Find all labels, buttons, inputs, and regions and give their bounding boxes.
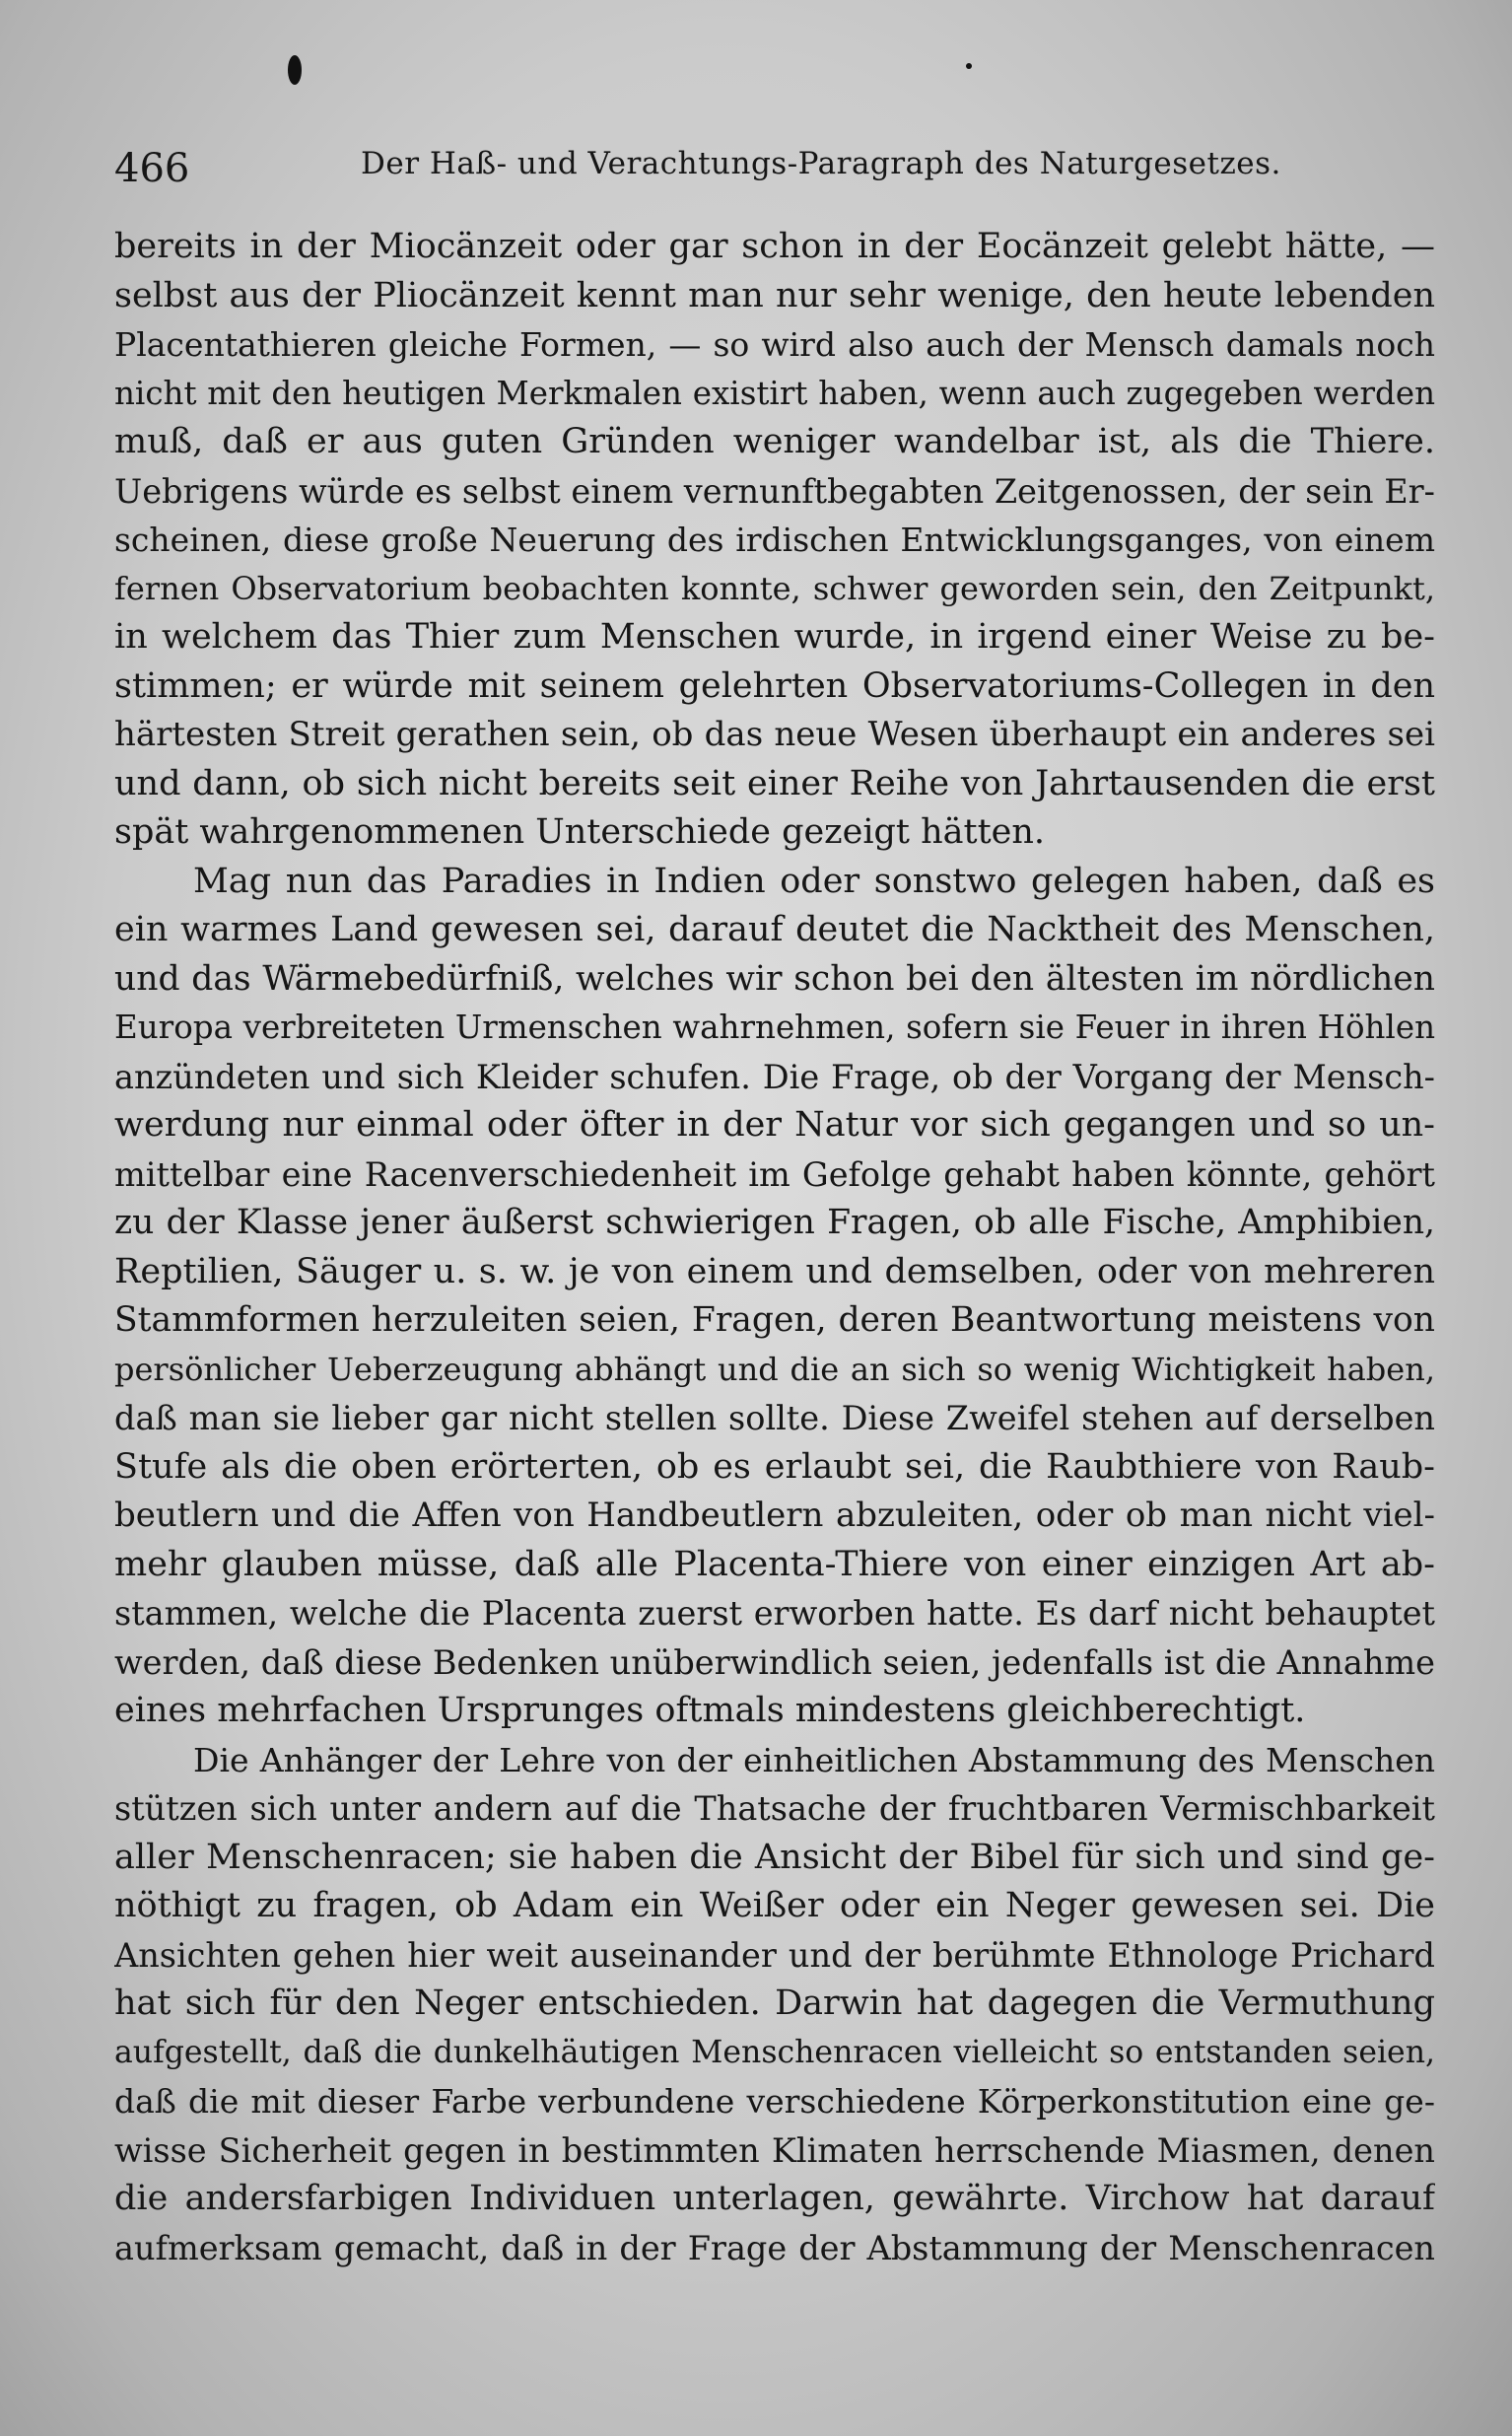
text-line: daß die mit dieser Farbe verbundene verschiedene Körperkonstitution eine ge- <box>114 2082 1435 2121</box>
text-line: stammen, welche die Placenta zuerst erworben hatte. Es darf nicht behauptet <box>114 1594 1435 1633</box>
text-line: Reptilien, Säuger u. s. w. je von einem und demselben, oder von mehreren <box>114 1251 1435 1291</box>
text-line: persönlicher Ueberzeugung abhängt und die an sich so wenig Wichtigkeit haben, <box>114 1350 1435 1388</box>
text-line: Uebrigens würde es selbst einem vernunftbegabten Zeitgenossen, der sein Er- <box>114 471 1435 511</box>
text-line: ein warmes Land gewesen sei, darauf deutet die Nacktheit des Menschen, <box>114 910 1435 949</box>
ink-speck <box>288 55 302 85</box>
text-line: mehr glauben müsse, daß alle Placenta-Thiere von einer einzigen Art ab- <box>114 1544 1435 1584</box>
text-line: werdung nur einmal oder öfter in der Natur vor sich gegangen und so un- <box>114 1105 1435 1145</box>
ink-speck-small <box>966 63 972 69</box>
paragraph-start-line: Die Anhänger der Lehre von der einheitlichen Abstammung des Menschen <box>193 1740 1435 1779</box>
text-line: stimmen; er würde mit seinem gelehrten Observatoriums-Collegen in den <box>114 665 1435 706</box>
text-line: Stammformen herzuleiten seien, Fragen, deren Beantwortung meistens von <box>114 1300 1435 1340</box>
text-line: mittelbar eine Racenverschiedenheit im Gefolge gehabt haben könnte, gehört <box>114 1154 1435 1194</box>
text-line: daß man sie lieber gar nicht stellen sollte. Diese Zweifel stehen auf derselben <box>114 1399 1435 1437</box>
text-line: und dann, ob sich nicht bereits seit einer Reihe von Jahrtausenden die erst <box>114 763 1435 803</box>
text-line: eines mehrfachen Ursprunges oftmals mindestens gleichberechtigt. <box>114 1691 1306 1730</box>
text-line: selbst aus der Pliocänzeit kennt man nur sehr wenige, den heute lebenden <box>114 275 1435 315</box>
body-text <box>114 223 1435 2272</box>
text-line: und das Wärmebedürfniß, welches wir schon bei den ältesten im nördlichen <box>114 958 1435 999</box>
text-line: scheinen, diese große Neuerung des irdischen Entwicklungsganges, von einem <box>114 521 1435 559</box>
running-head <box>114 138 1435 197</box>
text-line: spät wahrgenommenen Unterschiede gezeigt hätten. <box>114 812 1046 852</box>
page-number: 466 <box>114 146 190 191</box>
text-line: Placentathieren gleiche Formen, — so wird also auch der Mensch damals noch <box>114 325 1435 364</box>
text-line: beutlern und die Affen von Handbeutlern abzuleiten, oder ob man nicht viel- <box>114 1496 1435 1535</box>
text-line: anzündeten und sich Kleider schufen. Die Frage, ob der Vorgang der Mensch- <box>114 1057 1435 1096</box>
text-line: werden, daß diese Bedenken unüberwindlich seien, jedenfalls ist die Annahme <box>114 1642 1435 1682</box>
text-line: in welchem das Thier zum Menschen wurde, in irgend einer Weise zu be- <box>114 617 1435 657</box>
text-line: wisse Sicherheit gegen in bestimmten Klimaten herrschende Miasmen, denen <box>114 2130 1435 2170</box>
text-line: Ansichten gehen hier weit auseinander und der berühmte Ethnologe Prichard <box>114 1935 1435 1975</box>
text-line: aller Menschenracen; sie haben die Ansicht der Bibel für sich und sind ge- <box>114 1837 1435 1877</box>
text-line: fernen Observatorium beobachten konnte, schwer geworden sein, den Zeitpunkt, <box>114 569 1435 607</box>
running-head-title: Der Haß- und Verachtungs-Paragraph des Naturgesetzes. <box>361 146 1281 181</box>
text-line: zu der Klasse jener äußerst schwierigen Fragen, ob alle Fische, Amphibien, <box>114 1203 1435 1242</box>
text-line: hat sich für den Neger entschieden. Darwin hat dagegen die Vermuthung <box>114 1984 1435 2023</box>
text-line: bereits in der Miocänzeit oder gar schon in der Eocänzeit gelebt hätte, — <box>114 227 1435 266</box>
text-line: aufmerksam gemacht, daß in der Frage der Abstammung der Menschenracen <box>114 2228 1435 2267</box>
text-line: muß, daß er aus guten Gründen weniger wandelbar ist, als die Thiere. <box>114 422 1435 461</box>
text-line: Europa verbreiteten Urmenschen wahrnehmen, sofern sie Feuer in ihren Höhlen <box>114 1009 1435 1046</box>
text-line: Stufe als die oben erörterten, ob es erlaubt sei, die Raubthiere von Raub- <box>114 1446 1435 1487</box>
text-line: härtesten Streit gerathen sein, ob das neue Wesen überhaupt ein anderes sei <box>114 715 1435 754</box>
text-line: nöthigt zu fragen, ob Adam ein Weißer oder ein Neger gewesen sei. Die <box>114 1886 1435 1925</box>
text-line: die andersfarbigen Individuen unterlagen, gewährte. Virchow hat darauf <box>114 2179 1435 2218</box>
text-line: nicht mit den heutigen Merkmalen existirt haben, wenn auch zugegeben werden <box>114 374 1435 412</box>
text-line: stützen sich unter andern auf die Thatsache der fruchtbaren Vermischbarkeit <box>114 1789 1435 1828</box>
paragraph-start-line: Mag nun das Paradies in Indien oder sonstwo gelegen haben, daß es <box>193 861 1435 901</box>
text-line: aufgestellt, daß die dunkelhäutigen Menschenracen vielleicht so entstanden seien, <box>114 2034 1435 2070</box>
